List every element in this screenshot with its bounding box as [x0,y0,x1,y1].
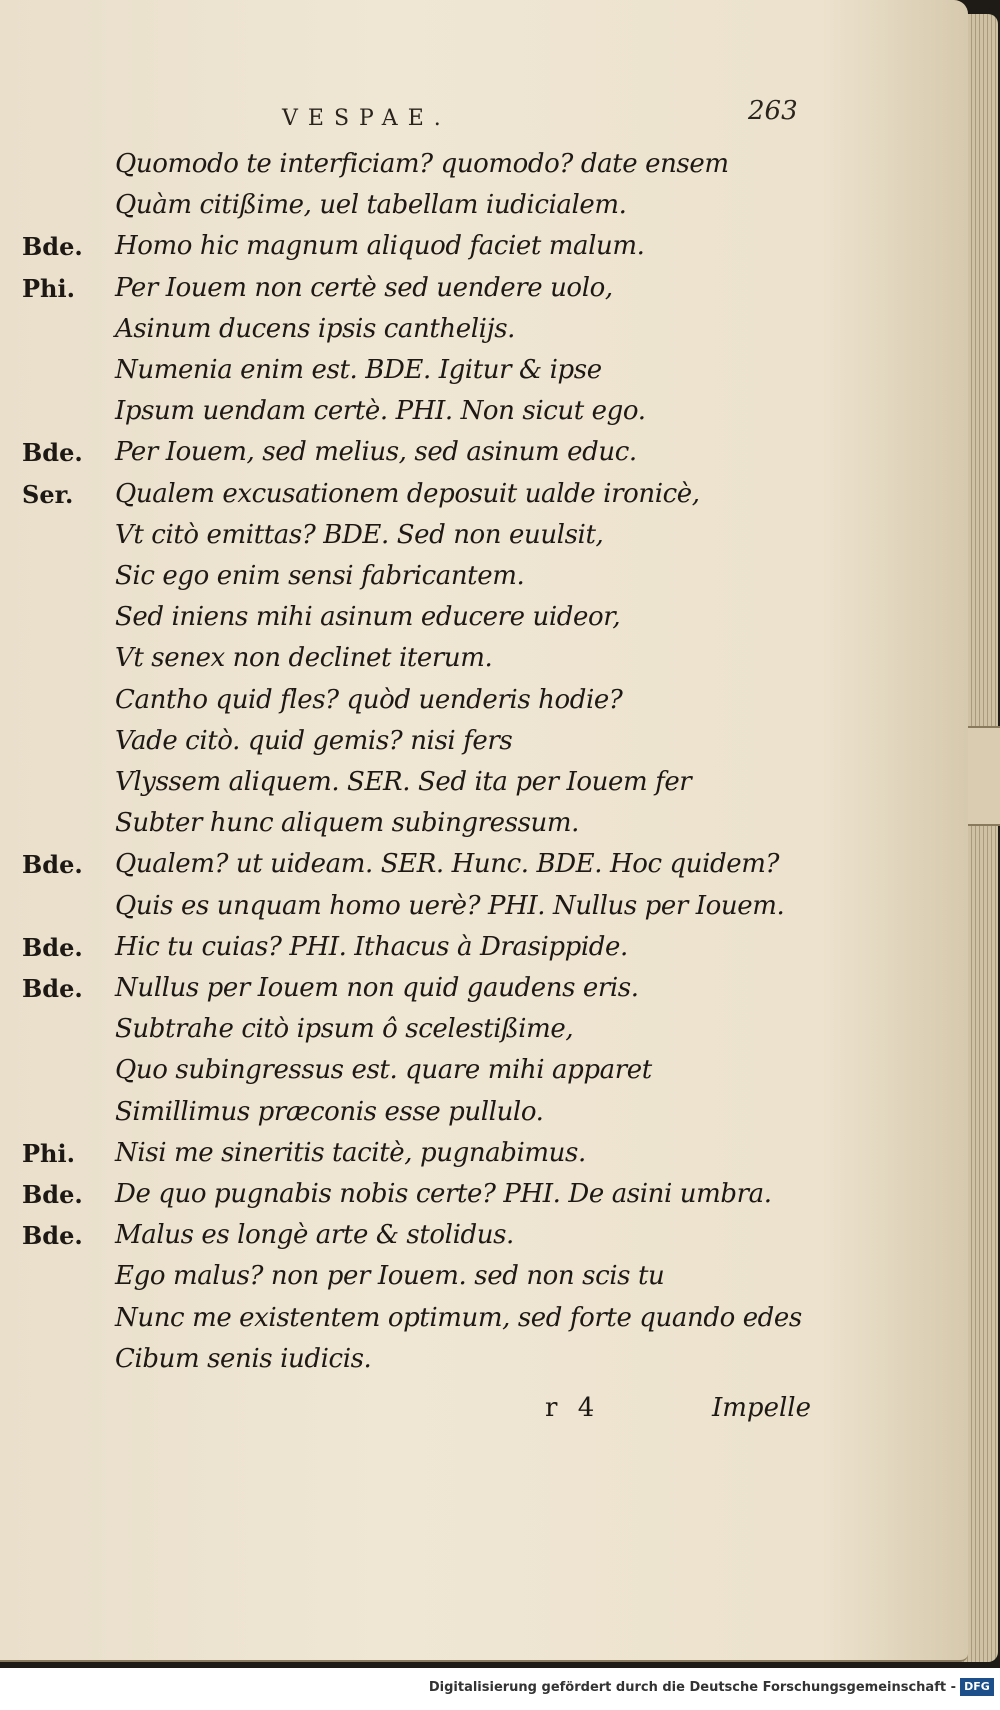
verse-line [0,1092,968,1133]
verse-text: Quomodo te interficiam? quomodo? date ensem [115,149,729,179]
verse-text: Vade citò. quid gemis? nisi fers [115,725,513,756]
verse-text: Vt senex non declinet iterum. [115,643,493,674]
dfg-logo: DFG [960,1678,994,1696]
verse-line [0,968,968,1009]
verse-text: Ego malus? non per Iouem. sed non scis tu [115,1261,665,1292]
verse-line [0,391,968,432]
verse-text: Sed iniens mihi asinum educere uideor, [115,602,621,633]
verse-line [0,1256,968,1297]
verse-line [0,721,968,762]
funding-credit: Digitalisierung gefördert durch die Deutsche Forschungsgemeinschaft - [428,1680,956,1695]
verse-line [0,1050,968,1091]
speaker-label: Phi. [22,1138,75,1168]
verse-line [0,803,968,844]
verse-line [0,1339,968,1380]
verse-text: Vlyssem aliquem. SER. Sed ita per Iouem fer [115,767,692,797]
verse-line [0,185,968,226]
verse-text: Per Iouem, sed melius, sed asinum educ. [115,437,637,468]
verse-text: Asinum ducens ipsis canthelijs. [115,313,516,344]
speaker-label: Bde. [22,1180,83,1209]
verse-text: Subter hunc aliquem subingressum. [115,808,580,839]
signature-mark: r 4 [545,1393,601,1423]
verse-text: Nisi me sineritis tacitè, pugnabimus. [115,1137,586,1168]
verse-line [0,350,968,391]
verse-line [0,309,968,350]
verse-line [0,927,968,968]
verse-line [0,1009,968,1050]
verse-line [0,268,968,309]
running-head: VESPAE. [282,106,451,131]
verse-text: Qualem excusationem deposuit ualde ironicè, [115,478,700,509]
verse-text: Homo hic magnum aliquod faciet malum. [115,231,645,262]
verse-text: Hic tu cuias? PHI. Ithacus à Drasippide. [115,931,628,962]
speaker-label: Bde. [22,232,83,262]
verse-line [0,432,968,473]
speaker-label: Bde. [22,1221,83,1251]
verse-text: Sic ego enim sensi fabricantem. [115,561,525,591]
verse-line [0,886,968,927]
verse-line [0,844,968,885]
verse-line [0,597,968,638]
verse-text: Quis es unquam homo uerè? PHI. Nullus per Iouem. [115,890,785,921]
verse-line [0,556,968,597]
verse-text: Nullus per Iouem non quid gaudens eris. [115,973,639,1003]
verse-text: Cantho quid fles? quòd uenderis hodie? [115,684,623,715]
verse-line [0,144,968,185]
verse-text: Per Iouem non certè sed uendere uolo, [115,272,613,303]
verse-line [0,515,968,556]
verse-text: Ipsum uendam certè. PHI. Non sicut ego. [115,396,646,427]
verse-line [0,474,968,515]
speaker-label: Ser. [22,479,74,509]
speaker-label: Phi. [22,273,75,303]
verse-text: Qualem? ut uideam. SER. Hunc. BDE. Hoc quidem? [115,849,780,880]
speaker-label: Bde. [22,438,83,468]
verse-line [0,1298,968,1339]
speaker-label: Bde. [22,850,83,880]
verse-line [0,1174,968,1215]
verse-text: Nunc me existentem optimum, sed forte quando edes [115,1302,802,1333]
verse-text: Quo subingressus est. quare mihi apparet [115,1055,652,1086]
verse-text: Cibum senis iudicis. [115,1343,372,1374]
verse-text: Numenia enim est. BDE. Igitur & ipse [115,355,602,385]
verse-line [0,226,968,267]
verse-line [0,1215,968,1256]
verse-line [0,638,968,679]
page-number: 263 [748,96,798,126]
verse-text: Vt citò emittas? BDE. Sed non euulsit, [115,519,604,550]
verse-text: De quo pugnabis nobis certe? PHI. De asini umbra. [115,1179,772,1209]
verse-text: Subtrahe citò ipsum ô scelestißime, [115,1014,574,1045]
catchword: Impelle [712,1393,811,1423]
verse-line [0,762,968,803]
speaker-label: Bde. [22,974,83,1003]
verse-line [0,1133,968,1174]
speaker-label: Bde. [22,932,83,962]
digitization-footer [0,1668,1000,1710]
verse-line [0,680,968,721]
verse-text: Quàm citißime, uel tabellam iudicialem. [115,190,627,221]
verse-text: Simillimus præconis esse pullulo. [115,1096,544,1127]
verse-text: Malus es longè arte & stolidus. [115,1220,514,1251]
